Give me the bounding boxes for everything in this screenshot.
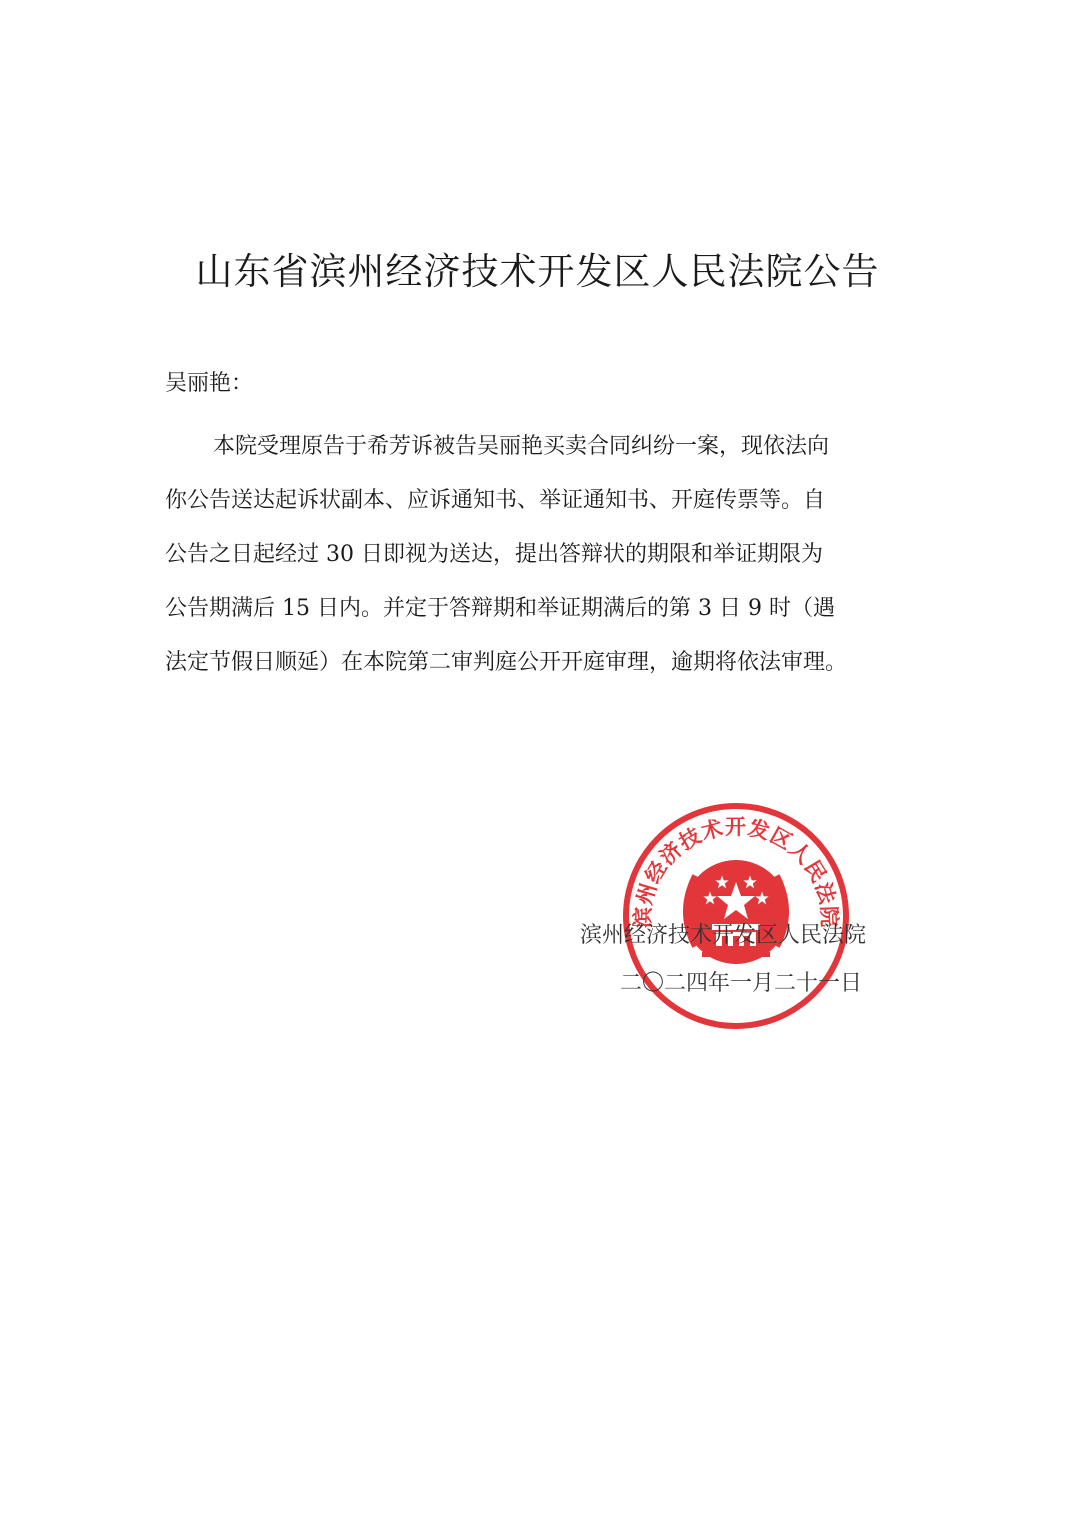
issue-date: 二〇二四年一月二十一日	[620, 971, 863, 996]
body-line: 公告期满后 15 日内。并定于答辩期和举证期满后的第 3 日 9 时（遇	[165, 596, 835, 621]
issuer-signature: 滨州经济技术开发区人民法院	[580, 923, 867, 948]
body-line: 法定节假日顺延）在本院第二审判庭公开开庭审理，逾期将依法审理。	[165, 650, 848, 675]
body-line: 本院受理原告于希芳诉被告吴丽艳买卖合同纠纷一案，现依法向	[213, 434, 830, 459]
notice-body	[165, 420, 913, 690]
document-title: 山东省滨州经济技术开发区人民法院公告	[195, 250, 880, 293]
svg-text:滨州经济技术开发区人民法院: 滨州经济技术开发区人民法院	[630, 815, 842, 929]
body-line: 你公告送达起诉状副本、应诉通知书、举证通知书、开庭传票等。自	[165, 488, 826, 513]
addressee: 吴丽艳：	[165, 371, 254, 396]
body-line: 公告之日起经过 30 日即视为送达，提出答辩状的期限和举证期限为	[165, 542, 823, 567]
